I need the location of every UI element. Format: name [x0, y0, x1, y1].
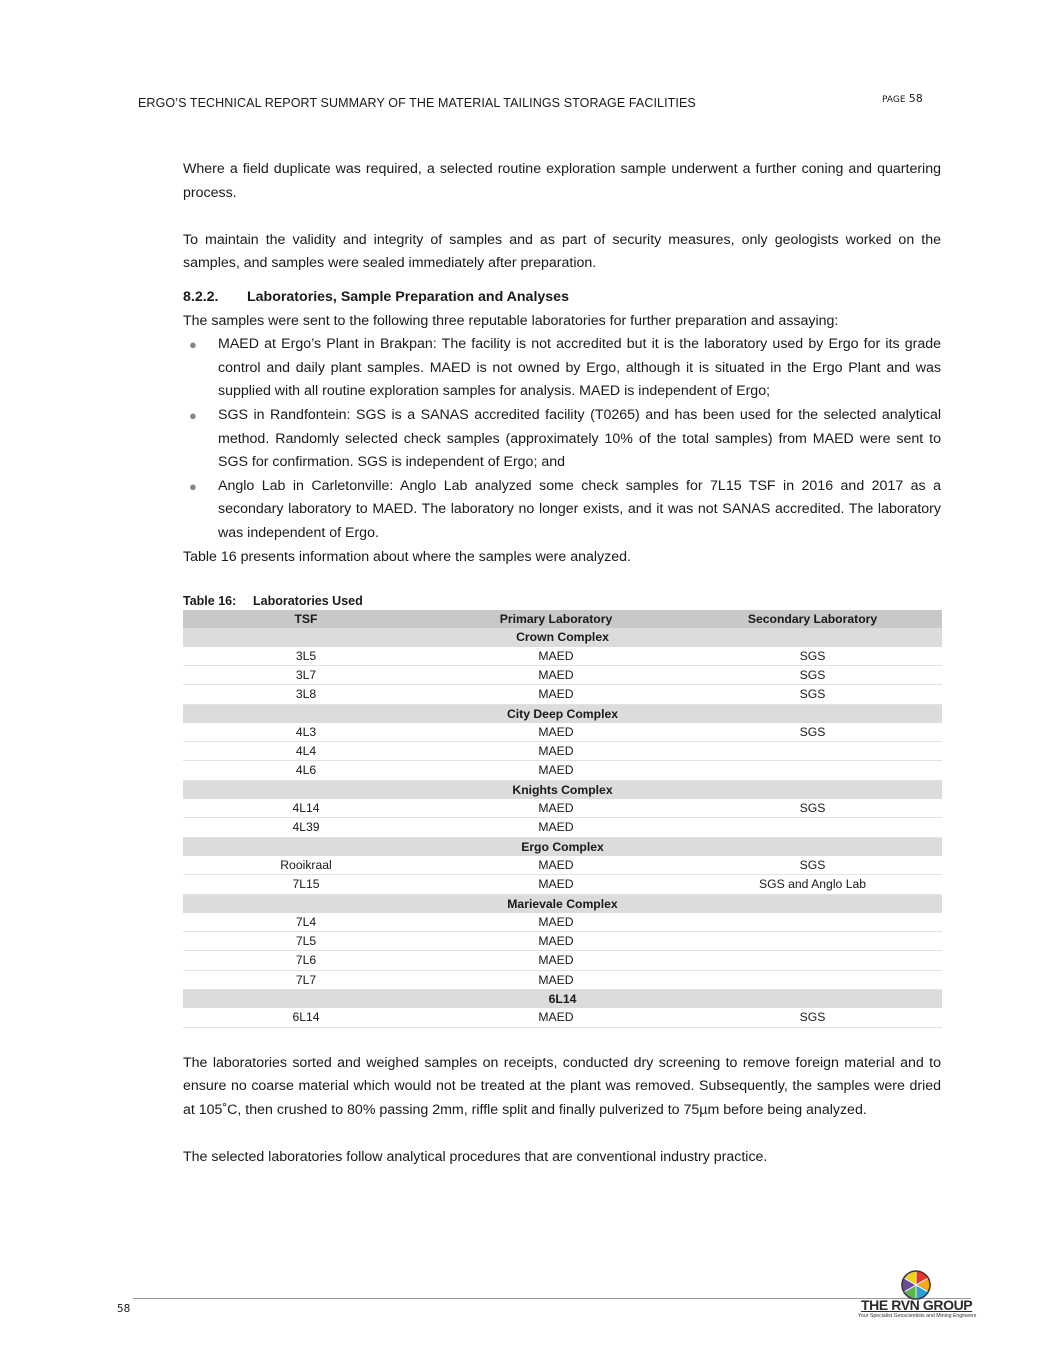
table-caption-number: Table 16: — [183, 594, 237, 609]
secondary-lab-cell: SGS and Anglo Lab — [683, 875, 942, 894]
secondary-lab-cell: SGS — [683, 647, 942, 666]
table-caption — [183, 592, 941, 610]
footer-page-number: 58 — [117, 1303, 131, 1315]
primary-lab-cell: MAED — [429, 856, 683, 875]
tsf-cell: 3L5 — [183, 647, 429, 666]
table-row — [183, 685, 942, 704]
table-group-row — [183, 704, 942, 723]
group-name: Crown Complex — [183, 628, 942, 646]
section-heading — [183, 286, 941, 310]
section-number: 8.2.2. — [183, 288, 219, 305]
primary-lab-cell: MAED — [429, 970, 683, 989]
tsf-cell: 4L14 — [183, 799, 429, 818]
table-row — [183, 913, 942, 932]
table-row — [183, 647, 942, 666]
tsf-cell: 7L6 — [183, 951, 429, 970]
header-title: ERGO’S TECHNICAL REPORT SUMMARY OF THE MATERIAL TAILINGS STORAGE FACILITIES — [138, 96, 696, 110]
secondary-lab-cell — [683, 970, 942, 989]
tsf-cell: 6L14 — [183, 1008, 429, 1027]
primary-lab-cell: MAED — [429, 761, 683, 780]
table-row — [183, 875, 942, 894]
table-row — [183, 970, 942, 989]
group-name: Knights Complex — [183, 780, 942, 799]
group-name: 6L14 — [183, 990, 942, 1009]
tsf-cell: 4L4 — [183, 742, 429, 761]
primary-lab-cell: MAED — [429, 647, 683, 666]
table-group-row — [183, 780, 942, 799]
bullet-icon: ● — [189, 337, 197, 353]
table-row — [183, 799, 942, 818]
table-caption-title: Laboratories Used — [253, 594, 363, 609]
paragraph-table-intro: Table 16 presents information about where the samples were analyzed. — [183, 548, 631, 565]
primary-lab-cell: MAED — [429, 723, 683, 742]
bullet-icon: ● — [189, 478, 197, 494]
primary-lab-cell: MAED — [429, 742, 683, 761]
group-name: Ergo Complex — [183, 837, 942, 856]
footer-divider — [133, 1298, 971, 1299]
header-page-prefix: PAGE — [882, 95, 906, 105]
secondary-lab-cell — [683, 742, 942, 761]
rvn-group-logo — [858, 1270, 976, 1322]
tsf-cell: 7L5 — [183, 932, 429, 951]
table-group-row — [183, 990, 942, 1009]
column-header-tsf: TSF — [183, 610, 429, 628]
table-row — [183, 818, 942, 837]
document-body — [183, 158, 941, 1170]
table-group-row — [183, 837, 942, 856]
group-name: City Deep Complex — [183, 704, 942, 723]
logo-tagline: Your Specialist Geoscientists and Mining Engineers — [858, 1313, 977, 1319]
secondary-lab-cell: SGS — [683, 856, 942, 875]
paragraph-procedures: The selected laboratories follow analytical procedures that are conventional industry practice. — [183, 1149, 768, 1165]
primary-lab-cell: MAED — [429, 799, 683, 818]
secondary-lab-cell: SGS — [683, 685, 942, 704]
table-row — [183, 723, 942, 742]
tsf-cell: 4L3 — [183, 723, 429, 742]
column-header-primary: Primary Laboratory — [429, 610, 683, 628]
primary-lab-cell: MAED — [429, 913, 683, 932]
primary-lab-cell: MAED — [429, 1008, 683, 1027]
table-row — [183, 856, 942, 875]
list-item: ● MAED at Ergo’s Plant in Brakpan: The facility is not accredited but it is the laboratory used by Ergo for its grade control and daily plant samples. MAED is not owned by Ergo, although it is situated in the Ergo Plant and was supplied with all routine exploration samples for analysis. MAED is independent of Ergo; — [183, 333, 941, 404]
laboratory-list — [183, 333, 941, 545]
list-item: ● Anglo Lab in Carletonville: Anglo Lab analyzed some check samples for 7L15 TSF in 2016 and 2017 as a secondary laboratory to MAED. The laboratory no longer exists, and it was not SANAS accredited. The laboratory was independent of Ergo. — [183, 475, 941, 546]
tsf-cell: 3L7 — [183, 665, 429, 684]
tsf-cell: 3L8 — [183, 685, 429, 704]
secondary-lab-cell — [683, 913, 942, 932]
primary-lab-cell: MAED — [429, 875, 683, 894]
table-row — [183, 932, 942, 951]
secondary-lab-cell — [683, 932, 942, 951]
logo-name: THE RVN GROUP — [861, 1297, 973, 1313]
paragraph-preparation: The laboratories sorted and weighed samples on receipts, conducted dry screening to remove foreign material and to ensure no coarse material which would not be treated at the plant was removed. Subsequently, the samples were dried at 105˚C, then crushed to 80% passing 2mm, riffle split and finally pulverized to 75µm before being analyzed. — [183, 1054, 941, 1118]
table-row — [183, 951, 942, 970]
tsf-cell: Rooikraal — [183, 856, 429, 875]
paragraph-intro: The samples were sent to the following three reputable laboratories for further preparation and assaying: — [183, 312, 839, 329]
primary-lab-cell: MAED — [429, 665, 683, 684]
table-row — [183, 1008, 942, 1027]
table-group-row — [183, 894, 942, 913]
secondary-lab-cell: SGS — [683, 723, 942, 742]
header-page-number: 58 — [908, 92, 923, 105]
table-body — [183, 628, 942, 1027]
bullet-icon: ● — [189, 407, 197, 423]
secondary-lab-cell: SGS — [683, 665, 942, 684]
primary-lab-cell: MAED — [429, 951, 683, 970]
secondary-lab-cell — [683, 761, 942, 780]
primary-lab-cell: MAED — [429, 932, 683, 951]
section-title: Laboratories, Sample Preparation and Analyses — [247, 288, 569, 305]
tsf-cell: 4L6 — [183, 761, 429, 780]
group-name: Marievale Complex — [183, 894, 942, 913]
secondary-lab-cell — [683, 951, 942, 970]
table-row — [183, 665, 942, 684]
tsf-cell: 4L39 — [183, 818, 429, 837]
logo-wheel-icon — [901, 1270, 931, 1300]
secondary-lab-cell: SGS — [683, 799, 942, 818]
table-row — [183, 761, 942, 780]
list-item: ● SGS in Randfontein: SGS is a SANAS accredited facility (T0265) and has been used for the selected analytical method. Randomly selected check samples (approximately 10% of the total samples) from MAED were sent to SGS for confirmation. SGS is independent of Ergo; and — [183, 404, 941, 475]
primary-lab-cell: MAED — [429, 685, 683, 704]
column-header-secondary: Secondary Laboratory — [683, 610, 942, 628]
secondary-lab-cell: SGS — [683, 1008, 942, 1027]
tsf-cell: 7L7 — [183, 970, 429, 989]
header-page-label — [882, 92, 923, 105]
laboratories-table — [183, 610, 942, 1028]
primary-lab-cell: MAED — [429, 818, 683, 837]
paragraph-field-duplicate: Where a field duplicate was required, a selected routine exploration sample underwent a further coning and quartering process. — [183, 161, 941, 201]
table-group-row — [183, 628, 942, 646]
secondary-lab-cell — [683, 818, 942, 837]
tsf-cell: 7L15 — [183, 875, 429, 894]
tsf-cell: 7L4 — [183, 913, 429, 932]
table-header-row — [183, 610, 942, 628]
paragraph-security: To maintain the validity and integrity of samples and as part of security measures, only geologists worked on the samples, and samples were sealed immediately after preparation. — [183, 231, 941, 272]
table-row — [183, 742, 942, 761]
